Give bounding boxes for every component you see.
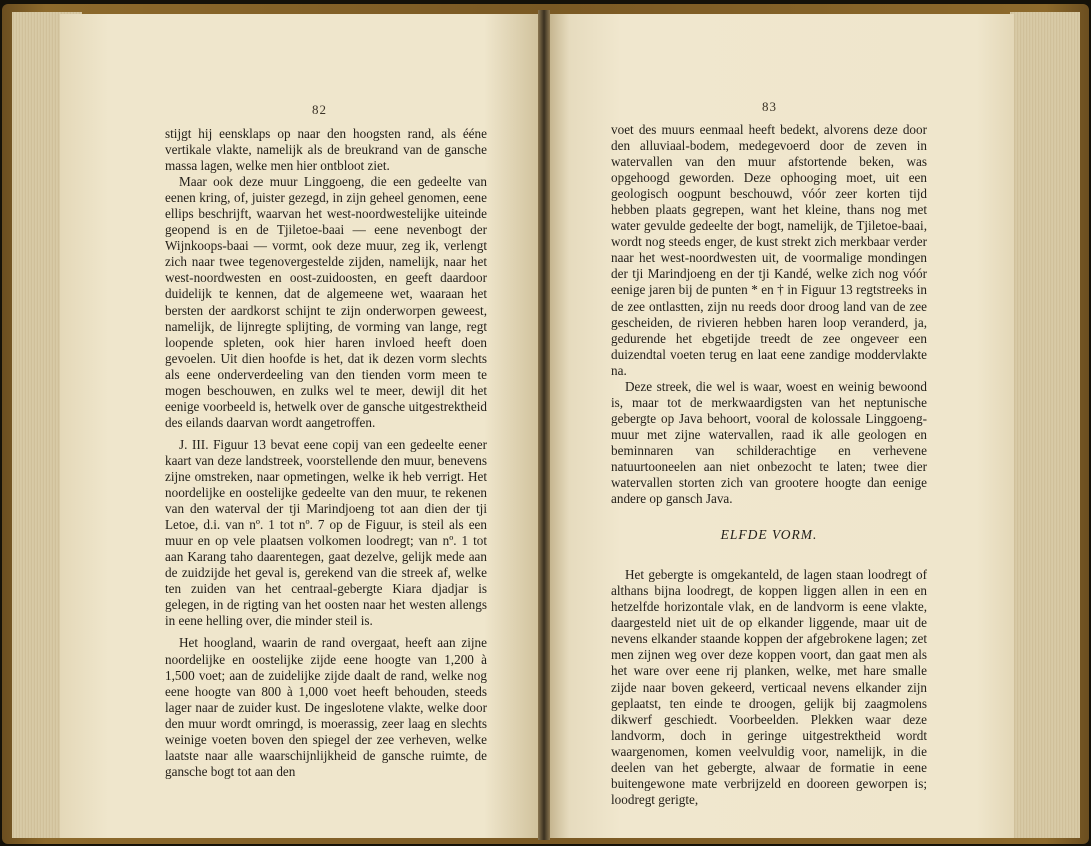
paragraph: stijgt hij eensklaps op naar den hoogsten rand, als ééne vertikale vlakte, namelijk als de breukrand van de gansche massa lagen, welke men hier ontbloot ziet. bbox=[165, 126, 487, 174]
paragraph: Het gebergte is omgekanteld, de lagen staan loodregt of althans bijna loodregt, de koppen liggen allen in een en hetzelfde horizontale vlak, en de landvorm is eene vlakte, daargesteld niet uit de op elkander liggende, maar uit de nevens elkander staande koppen der afgebrokene lagen; zet men zijnen weg over deze koppen voort, dan gaat men als het ware over eene rij planken, welke, met hare smalle zijde naar boven gekeerd, verticaal nevens elkander zijn geplaatst, ten einde te droogen, gelijk bij zaagmolens dikwerf geschiedt. Voorbeelden. Plekken waar deze landvorm, doch in geringe uitgestrektheid wordt waargenomen, komen veelvuldig voor, namelijk, in die deelen van het gebergte, alwaar de formatie in eene buitengewone mate verbrijzeld en dooreen geworpen is; loodregt gerigte, bbox=[611, 567, 927, 807]
right-text-column bbox=[611, 122, 927, 808]
right-page-edges bbox=[1010, 12, 1080, 838]
paragraph: J. III. Figuur 13 bevat eene copij van een gedeelte eener kaart van deze landstreek, voorstellende den muur, benevens zijne omstreken, naar opmetingen, welke ik heb verrigt. Het noordelijke en oostelijke gedeelte van den muur, te rekenen van den waterval der tji Marindjoeng tot aan dien der tji Letoe, d.i. van nº. 1 tot nº. 7 op de Figuur, is steil als een muur en op vele plaatsen volkomen loodregt; van nº. 1 tot aan Karang taho daarentegen, gaat dezelve, gelijk mede aan de zuidzijde het geval is, gerekend van die streek af, welke ten zuiden van het centraal-gebergte Kiara djadjar is gelegen, in de rigting van het oosten naar het westen allengs in eene helling over, die minder steil is. bbox=[165, 436, 487, 629]
left-page-number: 82 bbox=[312, 102, 327, 117]
book-gutter bbox=[538, 10, 550, 840]
paragraph: Deze streek, die wel is waar, woest en weinig bewoond is, maar tot de merkwaardigsten van het neptunische gebergte op Java behoort, vooral de kolossale Linggoeng-muur met zijne watervallen, raad ik alle geologen en beminnaren van schilderachtige en verhevene natuurtooneelen aan niet onbezocht te laten; twee dier watervallen storten zich van grootere hoogte dan eenige andere op gansch Java. bbox=[611, 378, 927, 507]
paragraph: Maar ook deze muur Linggoeng, die een gedeelte van eenen kring, of, juister gezegd, in zijn geheel genomen, eene ellips beschrijft, waarvan het west-noordwestelijke uiteinde geopend is en de Tjiletoe-baai — eene nevenbogt der Wijnkoops-baai — vormt, ook deze muur, zeg ik, verlengt zich naar twee tegenovergestelde zijden, namelijk, naar het west-noordwesten en oost-zuidoosten, en geeft daardoor duidelijk te kennen, dat de algemeene wet, waaraan het bersten der aardkorst schijnt te zijn onderworpen geweest, namelijk, de lijnregte splijting, de vorming van lange, regt loopende spleten, ook hier haren invloed heeft doen gevoelen. Uit dien hoofde is het, dat ik dezen vorm slechts als eene onderverdeeling van den tienden vorm meen te mogen beschouwen, en zulks wel te meer, dewijl dit het eenige voorbeeld is, hetwelk over de gansche uitgestrektheid des eilands daarvan wordt aangetroffen. bbox=[165, 174, 487, 430]
left-text-column bbox=[165, 126, 487, 780]
section-heading: ELFDE VORM. bbox=[720, 527, 818, 543]
paragraph: Het hoogland, waarin de rand overgaat, heeft aan zijne noordelijke en oostelijke zijde eene hoogte van 1,200 à 1,500 voet; aan de zuidelijke zijde daalt de rand, welke nog eene hoogte van 800 à 1,000 voet heeft behouden, steeds lager naar de zuider kust. De ingeslotene vlakte, welke door den muur wordt omringd, is moerassig, zeer laag en slechts weinige voeten boven den spiegel der zee verheven, welke laatste naar alle waarschijnlijkheid de gansche ruimte, de gansche bogt tot aan den bbox=[165, 635, 487, 779]
paragraph: voet des muurs eenmaal heeft bedekt, alvorens deze door den alluviaal-bodem, medegevoerd door de zeven in watervallen van den muur afstortende beken, was opgehoogd geworden. Deze ophooging moet, uit een geologisch oogpunt beschouwd, vóór zeer korten tijd hebben plaats gegrepen, want het kleine, thans nog met water gevulde gedeelte der bogt, namelijk, de Tjiletoe-baai, wordt nog steeds enger, de kust strekt zich merkbaar verder naar het west-noordwesten uit, de voormalige mondingen der tji Marindjoeng en der tji Kandé, welke zich nog vóór eenige jaren bij de punten * en † in Figuur 13 regtstreeks in de zee ontlastten, zijn nu reeds door droog land van de zee gescheiden, de rivieren hebben haren loop veranderd, ja, gedurende het ebgetijde treedt de zee ongeveer een duizendtal voeten terug en laat eene zandige moddervlakte na. bbox=[611, 122, 927, 378]
right-page-number: 83 bbox=[762, 99, 777, 114]
